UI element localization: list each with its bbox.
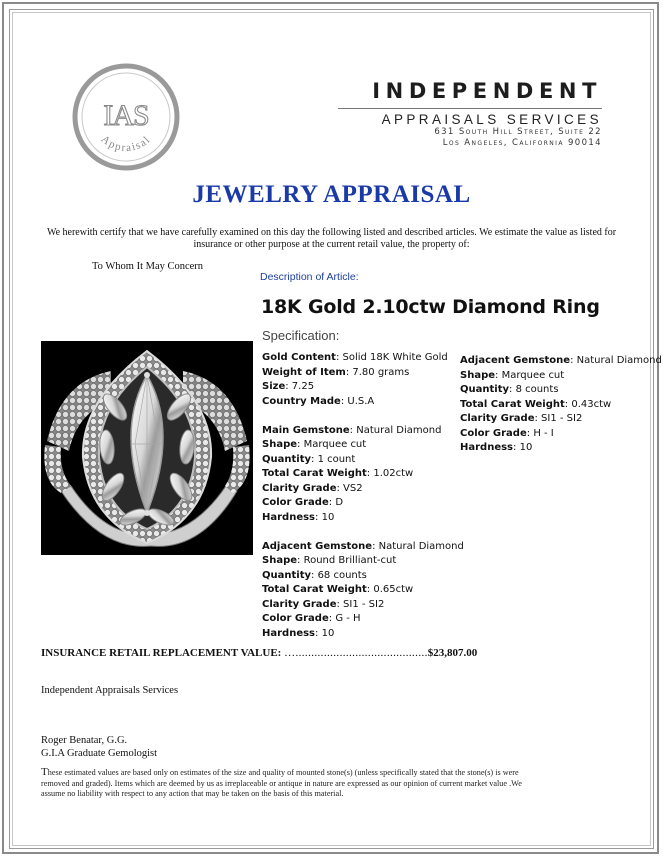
certification-text: We herewith certify that we have carefully examined on this day the following listed and described articles. We estimate the value as listed for insurance or other purpose at the current retail value, the property of: [46, 227, 617, 250]
signer-title: G.I.A Graduate Gemologist [41, 748, 158, 759]
brand-address-line2: Los Angeles, California 90014 [442, 138, 602, 148]
spec-row-size: Size: 7.25 [262, 381, 315, 392]
spec-row-adjacent-shape: Shape: Round Brilliant-cut [262, 555, 397, 566]
company-name: Independent Appraisals Services [41, 685, 179, 696]
spec-right [460, 354, 662, 456]
spec-row-adjacent-gemstone: Adjacent Gemstone: Natural Diamond [262, 540, 464, 552]
spec-right-carat: Total Carat Weight: 0.43ctw [460, 398, 612, 410]
spec-right-shape: Shape: Marquee cut [460, 369, 565, 381]
disclaimer-text: hese estimated values are based only on estimates of the size and quality of mounted stone(s) (unless specifically stated that the stone(s) is were removed and graded). Items which are deemed by us as irreplaceable or antique in nature are expressed as our opinion of current market value .We assume no liability with respect to any action that may be taken on the basis of this material. [41, 768, 522, 799]
spec-row-country: Country Made: U.S.A [262, 395, 375, 407]
insurance-label: INSURANCE RETAIL REPLACEMENT VALUE: [41, 647, 282, 659]
disclaimer [41, 767, 541, 800]
spec-row-main-shape: Shape: Marquee cut [262, 439, 367, 450]
item-title: 18K Gold 2.10ctw Diamond Ring [261, 296, 600, 318]
insurance-value-line [41, 647, 477, 659]
brand-block [330, 79, 602, 149]
brand-address-line1: 631 South Hill Street, Suite 22 [434, 127, 602, 137]
recipient: To Whom It May Concern [92, 261, 204, 272]
description-label: Description of Article: [260, 271, 359, 283]
svg-text:Appraisal [99, 133, 153, 154]
spec-right-quantity: Quantity: 8 counts [460, 384, 559, 395]
spec-row-weight: Weight of Item: 7.80 grams [262, 366, 410, 378]
ias-logo [72, 63, 180, 171]
insurance-value: $23,807.00 [427, 647, 478, 659]
spec-row-main-color: Color Grade: D [262, 497, 344, 508]
spec-right-hardness: Hardness: 10 [460, 442, 533, 453]
spec-row-main-clarity: Clarity Grade: VS2 [262, 482, 363, 494]
spec-row-adjacent-hardness: Hardness: 10 [262, 627, 335, 639]
spec-row-main-hardness: Hardness: 10 [262, 511, 335, 523]
ring-photo [41, 341, 253, 555]
spec-row-adjacent-clarity: Clarity Grade: SI1 - SI2 [262, 598, 385, 610]
spec-left [262, 351, 464, 641]
spec-row-adjacent-carat: Total Carat Weight: 0.65ctw [262, 584, 414, 595]
spec-right-clarity: Clarity Grade: SI1 - SI2 [460, 413, 583, 424]
spec-right-color: Color Grade: H - I [460, 427, 554, 439]
specification-label: Specification: [262, 328, 340, 343]
spec-row-adjacent-color: Color Grade: G - H [262, 613, 361, 624]
brand-name: INDEPENDENT [372, 79, 602, 103]
disclaimer-initial: T [41, 766, 48, 778]
spec-row-adjacent-quantity: Quantity: 68 counts [262, 569, 367, 581]
insurance-dots: ….......................................... [284, 647, 428, 659]
logo-ring-text: Appraisal [98, 133, 154, 155]
logo-monogram: IAS [103, 99, 149, 132]
spec-right-gemstone: Adjacent Gemstone: Natural Diamond [460, 355, 662, 366]
brand-subtitle: APPRAISALS SERVICES [381, 112, 602, 127]
page-title: JEWELRY APPRAISAL [192, 181, 471, 208]
signer-block [41, 734, 157, 760]
spec-row-main-quantity: Quantity: 1 count [262, 453, 356, 465]
spec-row-main-carat: Total Carat Weight: 1.02ctw [262, 468, 414, 479]
spec-row-main-gemstone: Main Gemstone: Natural Diamond [262, 424, 442, 436]
signer-name: Roger Benatar, G.G. [41, 735, 128, 746]
spec-row-gold-content: Gold Content: Solid 18K White Gold [262, 352, 448, 363]
brand-divider [338, 108, 602, 109]
